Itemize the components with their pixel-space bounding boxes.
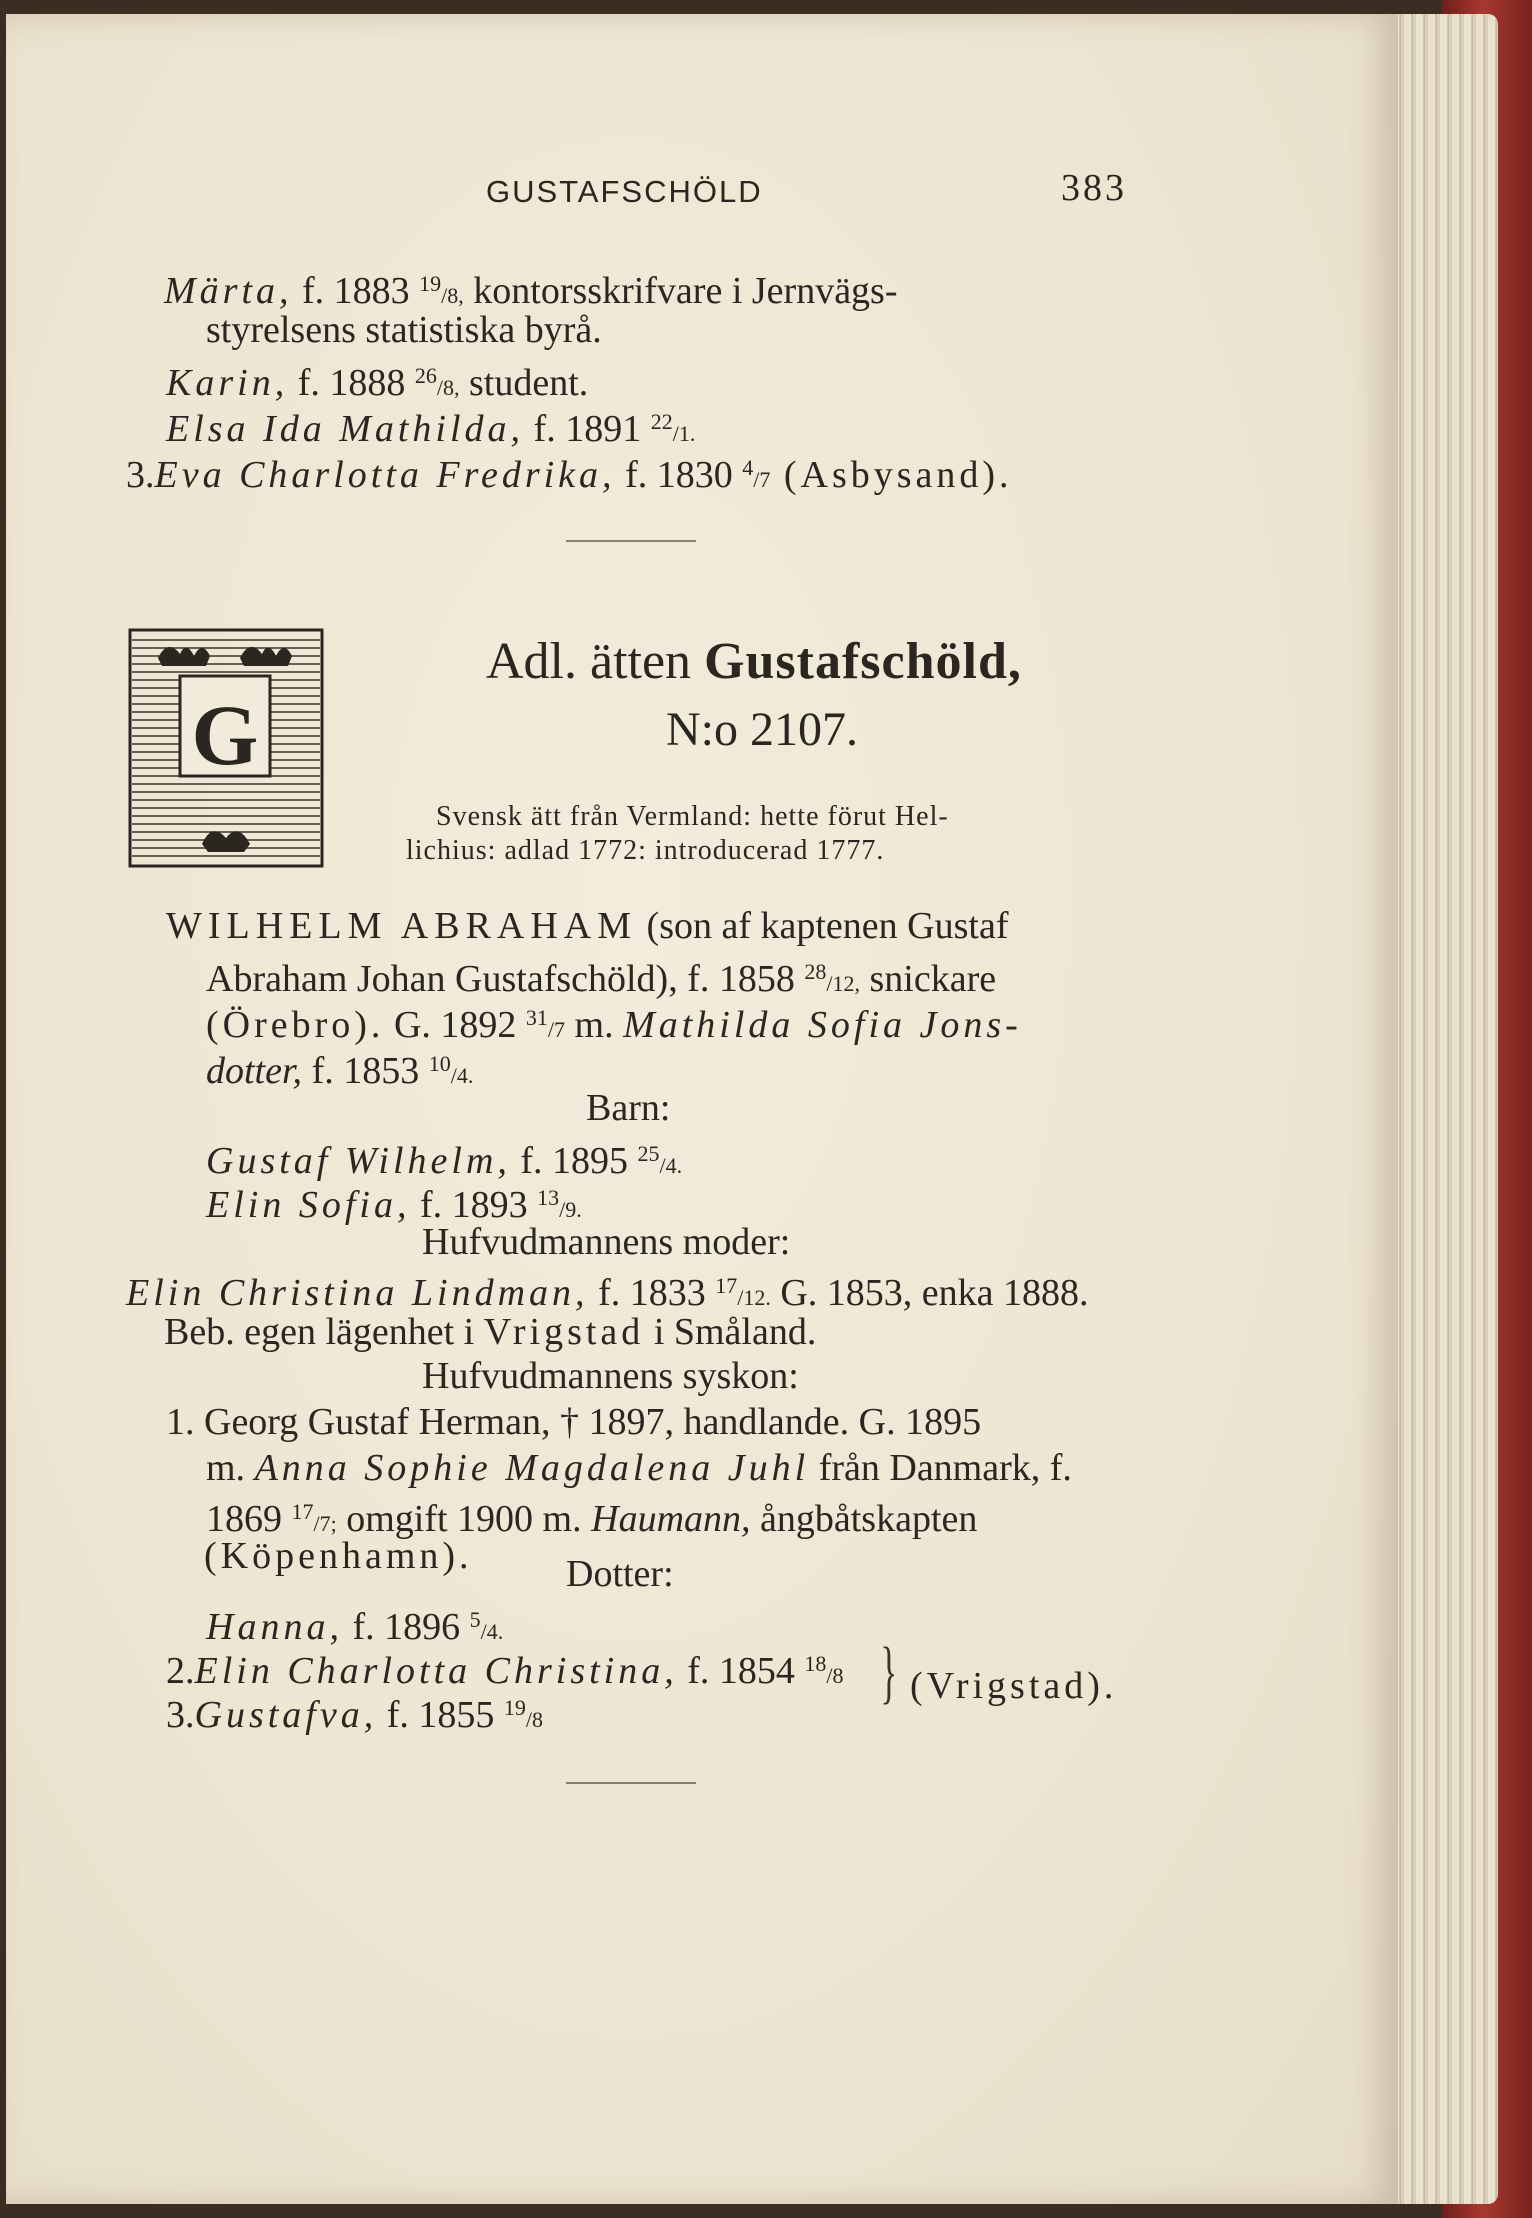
sibling-1-line-1: 1. Georg Gustaf Herman, † 1897, handlande. G. 1895 — [166, 1401, 982, 1443]
running-title: GUSTAFSCHÖLD — [486, 174, 763, 209]
page-number: 383 — [1061, 167, 1127, 209]
family-title: Adl. ätten Gustafschöld, — [486, 633, 1022, 690]
book-page — [6, 14, 1398, 2204]
family-description-2: lichius: adlad 1772: introducerad 1777. — [406, 835, 885, 866]
entry-marta-cont: styrelsens statistiska byrå. — [206, 309, 602, 351]
divider-bottom — [566, 1782, 696, 1784]
entry-marta: Märta, f. 1883 $^{19}$/8, kontorsskrifvare i Jernvägs- — [164, 270, 898, 312]
head-line-3: (Örebro). G. 1892 $^{31}$/7 m. Mathilda Sofia Jons- — [206, 1004, 1022, 1046]
mother-line-1: Elin Christina Lindman, f. 1833 $^{17}$/12. G. 1853, enka 1888. — [126, 1272, 1089, 1314]
entry-karin: Karin, f. 1888 $^{26}$/8, student. — [166, 362, 589, 404]
entry-eva: 3.Eva Charlotta Fredrika, f. 1830 $^4$/7 (Asbysand). — [126, 454, 1013, 496]
family-description-1: Svensk ätt från Vermland: hette förut Hel- — [436, 801, 949, 832]
child-gustaf: Gustaf Wilhelm, f. 1895 $^{25}$/4. — [206, 1140, 683, 1182]
svg-text:G: G — [191, 687, 259, 783]
mother-heading: Hufvudmannens moder: — [422, 1221, 791, 1263]
daughter-heading: Dotter: — [566, 1553, 674, 1595]
brace-glyph: } — [880, 1634, 898, 1711]
sibling-1-line-3: 1869 $^{17}$/7; omgift 1900 m. Haumann, ångbåtskapten — [206, 1498, 978, 1540]
family-number: N:o 2107. — [666, 703, 858, 756]
residence-vrigstad: (Vrigstad). — [910, 1665, 1118, 1707]
mother-line-2: Beb. egen lägenhet i Vrigstad i Småland. — [164, 1311, 817, 1353]
entry-elsa: Elsa Ida Mathilda, f. 1891 $^{22}$/1. — [166, 408, 696, 450]
sibling-1-line-2: m. Anna Sophie Magdalena Juhl från Danmark, f. — [206, 1447, 1072, 1489]
daughter-hanna: Hanna, f. 1896 $^5$/4. — [206, 1606, 504, 1648]
siblings-heading: Hufvudmannens syskon: — [422, 1355, 799, 1397]
child-elin: Elin Sofia, f. 1893 $^{13}$/9. — [206, 1184, 582, 1226]
divider — [566, 540, 696, 542]
sibling-1-line-4: (Köpenhamn). — [204, 1535, 473, 1577]
head-line-2: Abraham Johan Gustafschöld), f. 1858 $^{28}$/12, snickare — [206, 958, 997, 1000]
head-line-1: WILHELM ABRAHAM (son af kaptenen Gustaf — [166, 905, 1009, 947]
children-heading: Barn: — [586, 1087, 671, 1129]
sibling-3: 3.Gustafva, f. 1855 $^{19}$/8 — [166, 1694, 543, 1736]
coat-of-arms-icon — [128, 628, 324, 868]
sibling-2: 2.Elin Charlotta Christina, f. 1854 $^{18}$/8 — [166, 1650, 844, 1692]
head-line-4: dotter, f. 1853 $^{10}$/4. — [206, 1050, 474, 1092]
